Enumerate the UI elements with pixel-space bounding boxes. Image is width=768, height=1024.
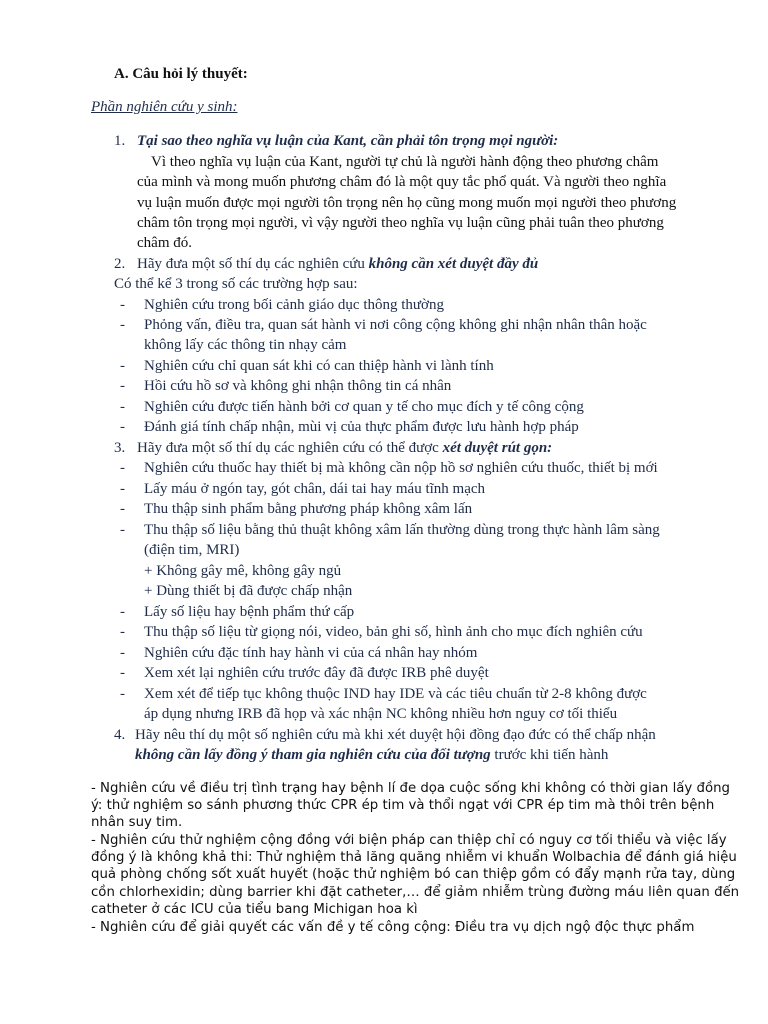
q4-title-emphasis: không cần lấy đồng ý tham gia nghiên cứu của đối tượng [135,747,491,763]
q1-answer-line: vụ luận muốn được mọi người tôn trọng nên họ cũng mong muốn mọi người theo phương [137,195,677,211]
bullet-dash: - [120,624,125,640]
answer-line: nhân suy tim. [91,815,183,830]
q1-answer-line: châm tôn trọng mọi người, vì vậy người theo nghĩa vụ luận cũng phải tuân theo phương [137,215,664,231]
q2-item: Nghiên cứu chỉ quan sát khi có can thiệp hành vi lành tính [144,358,494,374]
q3-item: Lấy số liệu hay bệnh phẩm thứ cấp [144,604,355,620]
q1-answer-line: của mình và mong muốn phương châm đó là một quy tắc phổ quát. Và người theo nghĩa [137,174,667,190]
q1-title: Tại sao theo nghĩa vụ luận của Kant, cần phải tôn trọng mọi người: [137,133,559,149]
answer-line: quả phòng chống sốt xuất huyết (hoặc thử nghiệm bó can thiệp gồm có đẩy mạnh rửa tay, dùng [91,867,736,882]
q2-item: Phỏng vấn, điều tra, quan sát hành vi nơi công cộng không ghi nhận nhân thân hoặc [144,317,647,333]
answer-line: - Nghiên cứu thử nghiệm cộng đồng với biện pháp can thiệp chỉ có nguy cơ tối thiểu và việc lấy [91,833,727,848]
bullet-dash: - [120,686,125,702]
q2-item: Nghiên cứu trong bối cảnh giáo dục thông thường [144,297,444,313]
q1-answer-line: Vì theo nghĩa vụ luận của Kant, người tự chủ là người hành động theo phương châm [151,154,659,170]
bullet-dash: - [120,297,125,313]
q3-item: Nghiên cứu thuốc hay thiết bị mà không cần nộp hồ sơ nghiên cứu thuốc, thiết bị mới [144,460,658,476]
q3-item: Thu thập sinh phẩm bằng phương pháp không xâm lấn [144,501,473,517]
q3-title-emphasis: xét duyệt rút gọn: [442,440,553,456]
bullet-dash: - [120,419,125,435]
answer-line: đồng ý là không khả thi: Thử nghiệm thả lăng quăng nhiễm vi khuẩn Wolbachia để đánh giá hiệu [91,850,737,865]
bullet-dash: - [120,604,125,620]
q2-intro: Có thể kể 3 trong số các trường hợp sau: [114,276,358,292]
q2-item: Hồi cứu hồ sơ và không ghi nhận thông tin cá nhân [144,378,452,394]
q3-subitem: + Không gây mê, không gây ngủ [144,563,342,579]
q3-item: (điện tim, MRI) [144,542,240,558]
bullet-dash: - [120,378,125,394]
q3-item: áp dụng nhưng IRB đã họp và xác nhận NC không nhiều hơn nguy cơ tối thiểu [144,706,618,722]
q2-title-emphasis: không cần xét duyệt đầy đủ [368,256,539,272]
q3-title-prefix: Hãy đưa một số thí dụ các nghiên cứu có thể được [137,440,443,456]
q4-title-line1: Hãy nêu thí dụ một số nghiên cứu mà khi xét duyệt hội đồng đạo đức có thể chấp nhận [135,727,656,743]
q3-item: Thu thập số liệu từ giọng nói, video, bản ghi số, hình ảnh cho mục đích nghiên cứu [144,624,643,640]
q4-number: 4. [114,727,126,743]
q2-title-prefix: Hãy đưa một số thí dụ các nghiên cứu [137,256,369,272]
q4-title-line2 [135,745,608,765]
q2-item: không lấy các thông tin nhạy cảm [144,337,347,353]
q3-number: 3. [114,440,126,456]
answer-line: - Nghiên cứu để giải quyết các vấn đề y tế công cộng: Điều tra vụ dịch ngộ độc thực phẩm [91,920,695,935]
subsection-heading: Phần nghiên cứu y sinh: [91,99,238,115]
q2-item: Nghiên cứu được tiến hành bởi cơ quan y tế cho mục đích y tế công cộng [144,399,584,415]
q1-number: 1. [114,133,126,149]
q3-subitem: + Dùng thiết bị đã được chấp nhận [144,583,353,599]
bullet-dash: - [120,399,125,415]
answer-line: ý: thử nghiệm so sánh phương thức CPR ép tim và thổi ngạt với CPR ép tim mà thôi trên bệnh [91,798,715,813]
bullet-dash: - [120,645,125,661]
bullet-dash: - [120,665,125,681]
answer-line: - Nghiên cứu về điều trị tình trạng hay bệnh lí đe dọa cuộc sống khi không có thời gian lấy đồng [91,781,730,796]
bullet-dash: - [120,522,125,538]
q3-item: Xem xét lại nghiên cứu trước đây đã được IRB phê duyệt [144,665,489,681]
q3-item: Nghiên cứu đặc tính hay hành vi của cá nhân hay nhóm [144,645,478,661]
q2-number: 2. [114,256,126,272]
q3-title [137,438,552,458]
q2-item: Đánh giá tính chấp nhận, mùi vị của thực phẩm được lưu hành hợp pháp [144,419,579,435]
q2-title [137,254,538,274]
section-heading: A. Câu hỏi lý thuyết: [114,66,248,82]
q3-item: Xem xét để tiếp tục không thuộc IND hay IDE và các tiêu chuẩn từ 2-8 không được [144,686,647,702]
q3-item: Thu thập số liệu bằng thủ thuật không xâm lấn thường dùng trong thực hành lâm sàng [144,522,660,538]
bullet-dash: - [120,460,125,476]
bullet-dash: - [120,358,125,374]
bullet-dash: - [120,481,125,497]
q1-answer-line: châm đó. [137,235,192,251]
bullet-dash: - [120,317,125,333]
answer-line: catheter ở các ICU của tiểu bang Michigan hoa kì [91,902,418,917]
bullet-dash: - [120,501,125,517]
answer-line: cồn chlorhexidin; dùng barrier khi đặt catheter,… để giảm nhiễm trùng đường máu liên quan đến [91,885,740,900]
q3-item: Lấy máu ở ngón tay, gót chân, dái tai hay máu tĩnh mạch [144,481,486,497]
q4-title-suffix: trước khi tiến hành [490,747,609,763]
